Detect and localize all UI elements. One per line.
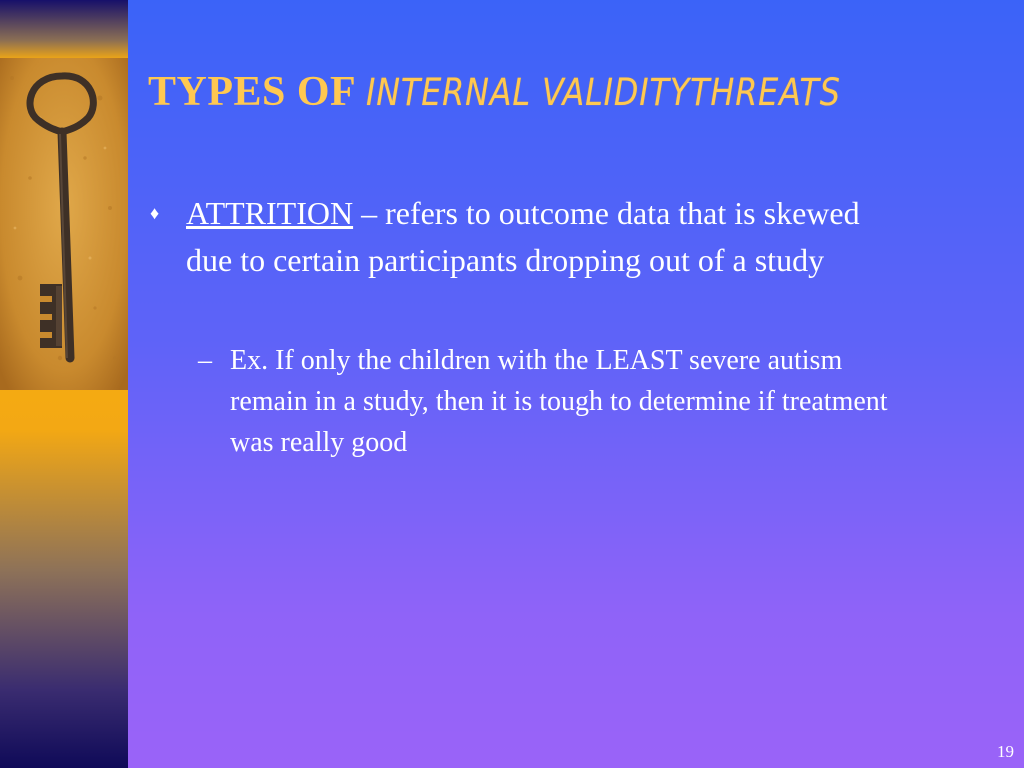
slide-title-plain: TYPES OF <box>148 69 357 115</box>
sidebar-decoration <box>0 0 128 768</box>
bullet-text <box>186 190 910 284</box>
old-key-image <box>0 58 128 390</box>
bullet-description: – refers to outcome data that is skewed due to certain participants dropping out of a study <box>186 195 860 278</box>
slide-content <box>128 0 1024 768</box>
sub-bullet-item <box>198 340 898 463</box>
diamond-bullet-icon: ♦ <box>150 203 160 223</box>
bullet-term: ATTRITION <box>186 195 354 231</box>
dash-bullet-icon: – <box>198 345 212 376</box>
sub-bullet-text: Ex. If only the children with the LEAST severe autism remain in a study, then it is tough to determine if treatment was really good <box>230 345 888 458</box>
page-number: 19 <box>997 742 1014 761</box>
slide-title <box>148 68 918 138</box>
slide-title-styled: INTERNAL VALIDITYTHREATS <box>366 71 842 114</box>
bullet-item <box>150 190 910 284</box>
